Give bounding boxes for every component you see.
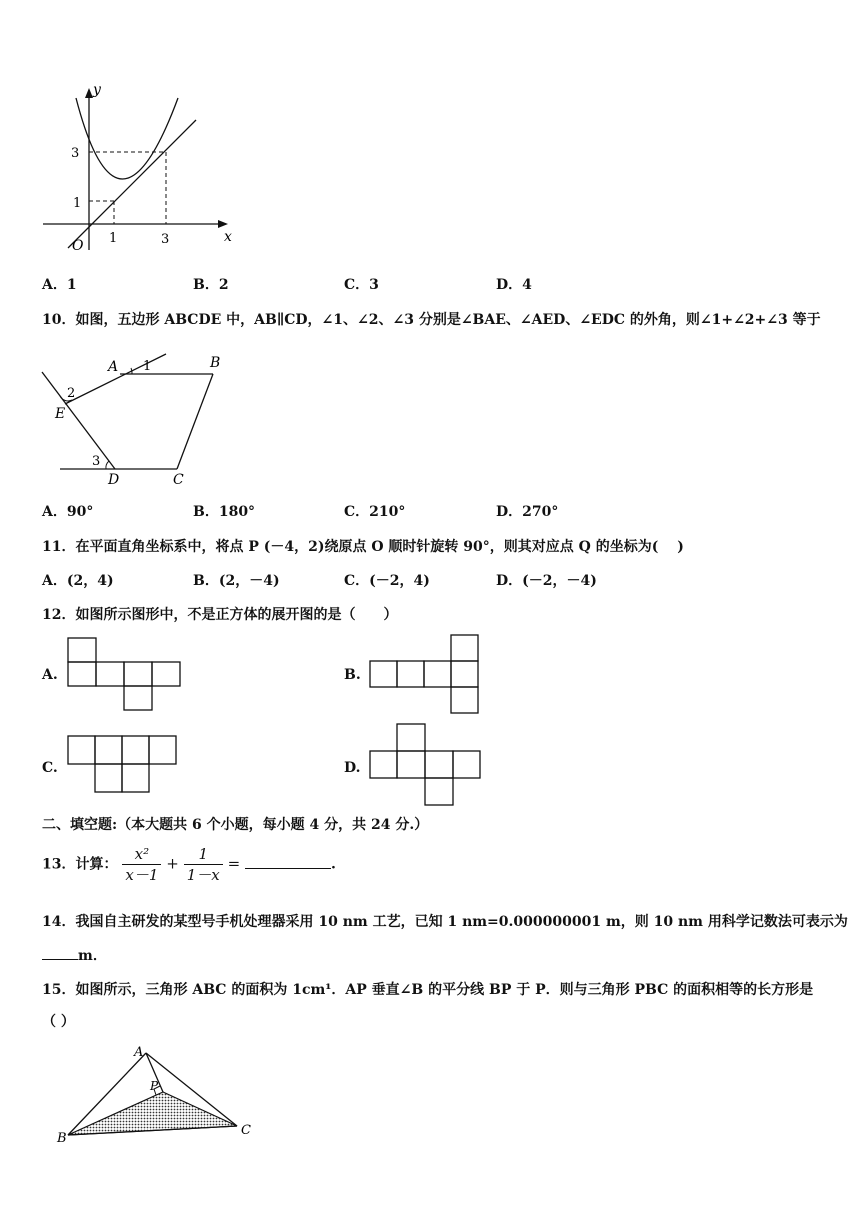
vertex-p: P [150,1079,159,1093]
q10-option-b[interactable]: B．180° [193,504,256,520]
q15-triangle-figure [50,1042,260,1147]
q11-option-c[interactable]: C．(－2，4) [344,573,430,589]
section-2-title: 二、填空题:（本大题共 6 个小题，每小题 4 分，共 24 分.） [42,817,429,833]
q11-text: 11．在平面直角坐标系中，将点 P (－4，2)绕原点 O 顺时针旋转 90°，则其对应点 Q 的坐标为( ) [42,539,684,555]
q9-option-d[interactable]: D．4 [496,277,532,293]
q13-answer-blank[interactable] [245,868,331,869]
q10-option-d[interactable]: D．270° [496,504,559,520]
q9-option-b[interactable]: B．2 [193,277,229,293]
q13-numerator-2: 1 [184,844,223,865]
vertex-c: C [173,472,184,487]
q13-prefix: 13．计算： [42,856,118,873]
q14-line2 [42,945,107,965]
q12-option-b-label[interactable]: B. [344,667,361,683]
q13-equals: = [227,854,241,873]
q13-numerator-1: x² [122,844,161,865]
q13-row [42,844,336,885]
q14-unit: m． [78,948,107,964]
y-tick-1: 1 [73,196,82,211]
y-axis-label: y [93,82,101,98]
q13-denominator-2: 1－x [186,866,220,884]
x-tick-1: 1 [109,231,118,246]
x-tick-3: 3 [161,232,170,247]
vertex-b: B [210,355,221,371]
q13-plus: + [166,854,179,873]
q12-option-a-label[interactable]: A. [42,667,58,683]
q12-net-c [66,734,181,796]
q10-option-c[interactable]: C．210° [344,504,406,520]
q12-option-c-label[interactable]: C. [42,760,58,776]
x-axis-label: x [224,229,232,245]
vertex-a: A [134,1045,144,1060]
q12-net-d [368,722,484,808]
q10-option-a[interactable]: A．90° [42,504,94,520]
q15-line1: 15．如图所示，三角形 ABC 的面积为 1cm¹．AP 垂直∠B 的平分线 BP 于 P．则与三角形 PBC 的面积相等的长方形是 [42,982,814,998]
q9-option-c[interactable]: C．3 [344,277,379,293]
q9-option-a[interactable]: A．1 [42,277,77,293]
vertex-a: A [108,359,119,375]
q14-line1: 14．我国自主研发的某型号手机处理器采用 10 nm 工艺，已知 1 nm=0.000000001 m，则 10 nm 用科学记数法可表示为 [42,914,848,930]
q12-text: 12．如图所示图形中，不是正方体的展开图的是（ ） [42,607,398,623]
angle-2-label: 2 [67,386,76,401]
q10-pentagon-figure [38,352,238,487]
q12-net-b [368,633,483,717]
q13-fraction-1 [122,844,161,885]
q13-end: . [331,856,336,873]
q15-line2: （ ） [42,1014,75,1030]
vertex-b: B [57,1131,67,1146]
y-tick-3: 3 [71,146,80,161]
angle-1-label: 1 [143,359,152,374]
vertex-d: D [108,472,120,487]
q10-text: 10．如图，五边形 ABCDE 中，AB∥CD，∠1、∠2、∠3 分别是∠BAE、∠AED、∠EDC 的外角，则∠1+∠2+∠3 等于 [42,312,821,328]
angle-3-label: 3 [92,454,101,469]
origin-label: O [72,238,84,254]
vertex-e: E [55,406,66,422]
q14-answer-blank[interactable] [42,959,78,960]
q9-graph [38,80,243,255]
q11-option-d[interactable]: D．(－2，－4) [496,573,597,589]
q12-option-d-label[interactable]: D. [344,760,361,776]
q13-fraction-2 [184,844,223,885]
q13-denominator-1: x－1 [125,866,159,884]
q11-option-b[interactable]: B．(2，－4) [193,573,280,589]
q12-net-a [66,636,184,714]
vertex-c: C [241,1123,251,1138]
q11-option-a[interactable]: A．(2，4) [42,573,114,589]
